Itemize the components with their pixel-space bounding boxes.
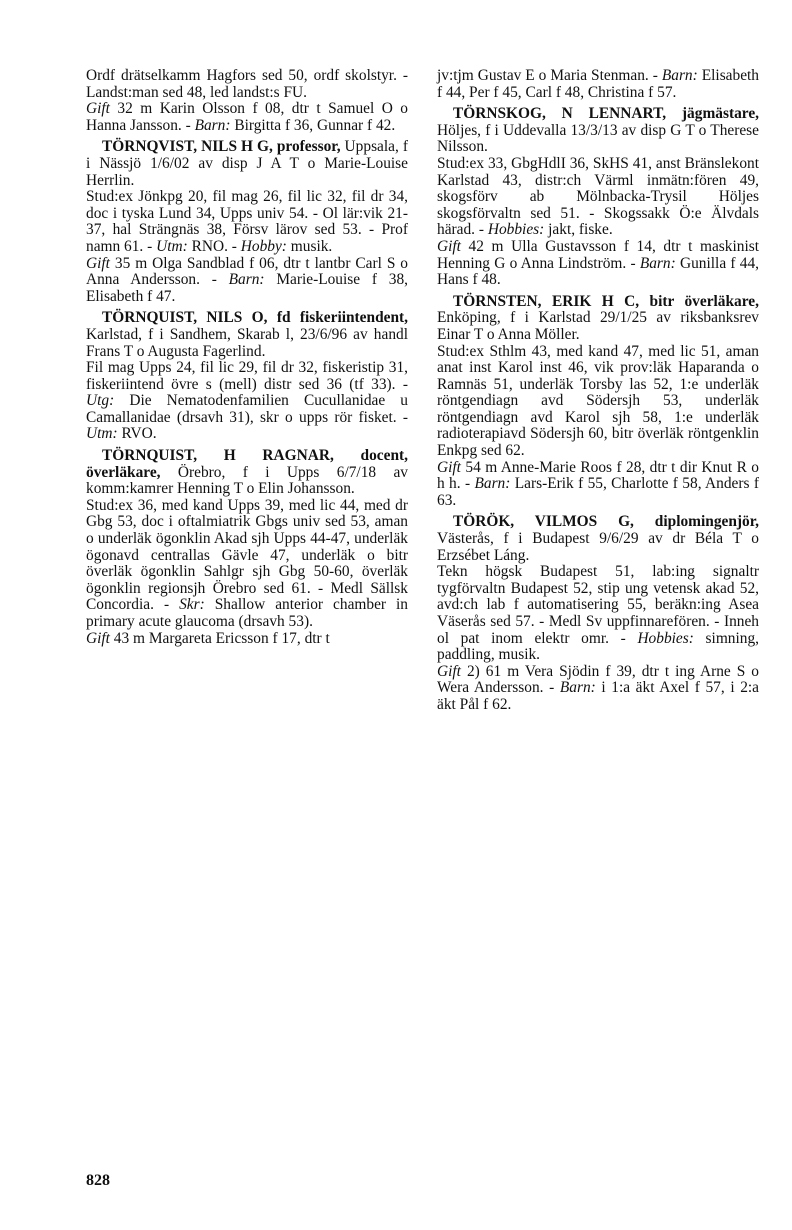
entry-heading — [437, 514, 759, 564]
text: Stud:ex 36, med kand Upps 39, med lic 44, med dr Gbg 53, doc i oftalmiatrik Gbgs univ sed 53, aman o underläk ögonklin Akad sjh Upps 44-47, underläk ögonavd centrallas Gävle 47, underläk o bitr överläk ögonklin Sahlgr sjh Gbg 50-60, överläk ögonklin regionsjh Örebro sed 61. - Medl Sällsk Concordia. - — [86, 496, 408, 614]
paragraph — [437, 664, 759, 714]
paragraph — [86, 631, 408, 648]
label-text: Barn: — [194, 116, 231, 134]
text: Shallow anterior chamber in primary acute glaucoma (drsavh 53). — [86, 596, 408, 630]
label-text: Utm: — [86, 425, 118, 443]
person-name: TÖRNSTEN, ERIK H C, — [453, 292, 640, 310]
entry-heading — [86, 310, 408, 360]
left-column — [86, 68, 408, 652]
text: 43 m Margareta Ericsson f 17, dtr t — [109, 629, 330, 647]
entry-heading — [437, 294, 759, 344]
paragraph — [86, 101, 408, 134]
label-text: Hobby: — [240, 237, 287, 255]
text: 35 m Olga Sandblad f 06, dtr t lantbr Carl S o Anna Andersson. - — [86, 254, 408, 289]
label-text: Barn: — [639, 254, 676, 272]
person-title: docent, överläkare, — [86, 447, 408, 481]
person-title: diplomingenjör, — [633, 513, 759, 531]
text: 54 m Anne-Marie Roos f 28, dtr t dir Knut R o h h. - — [437, 458, 759, 493]
paragraph — [86, 256, 408, 306]
left-entries — [86, 139, 408, 647]
label-text: Gift — [437, 237, 461, 255]
entry-heading — [86, 139, 408, 189]
person-intro: Uppsala, f i Nässjö 1/6/02 av disp J A T o Marie-Louise Herrlin. — [86, 138, 408, 189]
person-title: professor, — [272, 138, 341, 156]
biography-entry — [86, 310, 408, 443]
text: musik. — [286, 237, 333, 255]
entry-heading — [86, 448, 408, 498]
person-intro: Västerås, f i Budapest 9/6/29 av dr Béla T o Erzsébet Láng. — [437, 530, 759, 564]
person-title: fd fiskeriintendent, — [267, 309, 408, 327]
text: Marie-Louise f 38, Elisabeth f 47. — [86, 271, 408, 305]
text: Ordf drätselkamm Hagfors sed 50, ordf skolstyr. - Landst:man sed 48, led landst:s FU. — [86, 67, 408, 101]
text: Lars-Erik f 55, Charlotte f 58, Anders f 63. — [437, 475, 759, 509]
paragraph — [86, 360, 408, 443]
paragraph — [86, 498, 408, 631]
text: RVO. — [117, 425, 157, 443]
person-name: TÖRNSKOG, N LENNART, — [453, 105, 667, 123]
label-text: Barn: — [474, 475, 511, 493]
label-text: Gift — [86, 629, 110, 647]
label-text: Utm: — [156, 237, 188, 255]
right-column — [437, 68, 759, 719]
paragraph — [86, 68, 408, 101]
label-text: Gift — [86, 100, 110, 118]
biography-entry — [437, 294, 759, 510]
text: jakt, fiske. — [544, 221, 613, 239]
page-number: 828 — [86, 1172, 110, 1189]
continuation-entry — [86, 68, 408, 134]
continuation-entry — [437, 68, 759, 101]
text: jv:tjm Gustav E o Maria Stenman. - — [437, 67, 662, 84]
text: Stud:ex Sthlm 43, med kand 47, med lic 51, aman anat inst Karol inst 46, vik prov:läk Haparanda o Ramnäs 51, underläk Torsby las 52, 1:e underläk röntgendiagn avd Södersjh 53, underläk röntgendiagn avd Karol sjh 58, 1:e underläk radioterapiavd Södersjh 60, bitr överläk röntgenklin Enkpg sed 62. — [437, 342, 759, 460]
paragraph — [437, 564, 759, 664]
label-text: Skr: — [179, 596, 205, 614]
person-intro: Enköping, f i Karlstad 29/1/25 av riksbanksrev Einar T o Anna Möller. — [437, 309, 759, 343]
text: Stud:ex Jönkpg 20, fil mag 26, fil lic 32, fil dr 34, doc i tyska Lund 34, Upps univ 54. - Ol lär:vik 21-37, hal Strängnäs 38, Försv lärov sed 53. - Prof namn 61. - — [86, 188, 408, 255]
label-text: Gift — [437, 458, 461, 476]
paragraph — [86, 189, 408, 255]
paragraph — [437, 156, 759, 239]
paragraph — [437, 460, 759, 510]
person-name: TÖRNQUIST, NILS O, — [102, 309, 268, 327]
person-name: TÖRÖK, VILMOS G, — [453, 513, 634, 531]
label-text: Gift — [437, 662, 461, 680]
text: 42 m Ulla Gustavsson f 14, dtr t maskinist Henning G o Anna Lindström. - — [437, 237, 759, 272]
label-text: Utg: — [86, 392, 115, 410]
biography-entry — [86, 139, 408, 305]
biography-entry — [86, 448, 408, 647]
label-text: Gift — [86, 254, 110, 272]
label-text: Barn: — [661, 67, 698, 84]
person-intro: Örebro, f i Upps 6/7/18 av komm:kamrer Henning T o Elin Johansson. — [86, 463, 408, 498]
person-title: bitr överläkare, — [639, 292, 759, 310]
paragraph — [437, 68, 759, 101]
text: Fil mag Upps 24, fil lic 29, fil dr 32, fiskeristip 31, fiskeriintend övre s (mell) distr sed 36 (tf 33). - — [86, 359, 408, 393]
biography-entry — [437, 514, 759, 713]
text: simning, paddling, musik. — [437, 629, 759, 664]
text: 2) 61 m Vera Sjödin f 39, dtr t ing Arne S o Wera Andersson. - — [437, 662, 759, 697]
label-text: Hobbies: — [637, 629, 694, 647]
person-intro: Höljes, f i Uddevalla 13/3/13 av disp G T o Therese Nilsson. — [437, 121, 759, 156]
biography-entry — [437, 106, 759, 289]
right-entries — [437, 106, 759, 713]
label-text: Barn: — [228, 271, 265, 289]
text: Stud:ex 33, GbgHdlI 36, SkHS 41, anst Bränslekont Karlstad 43, distr:ch Värml inmätn:fören 49, skogsförv ab Mölnbacka-Trysil Höljes skogsförvaltn sed 51. - Skogssakk Ö:e Älvdals härad. - — [437, 154, 759, 239]
person-name: TÖRNQVIST, NILS H G, — [102, 138, 273, 156]
text: Tekn högsk Budapest 51, lab:ing signaltr tygförvaltn Budapest 52, stip ung vetensk akad 52, avd:ch lab f automatisering 55, beräkn:ing Asea Väserås sed 57. - Medl Sv uppfinnarefören. - Inneh ol pat inom elektr omr. - — [437, 563, 759, 647]
label-text: Barn: — [559, 679, 596, 697]
text: RNO. - — [187, 237, 241, 255]
text: Birgitta f 36, Gunnar f 42. — [230, 116, 396, 134]
text: Gunilla f 44, Hans f 48. — [437, 254, 759, 289]
label-text: Hobbies: — [487, 221, 545, 239]
entry-heading — [437, 106, 759, 156]
person-title: jägmästare, — [666, 105, 760, 123]
paragraph — [437, 239, 759, 289]
person-intro: Karlstad, f i Sandhem, Skarab l, 23/6/96 av handl Frans T o Augusta Fagerlind. — [86, 325, 408, 360]
paragraph — [437, 344, 759, 460]
person-name: TÖRNQUIST, H RAGNAR, — [102, 447, 334, 465]
text: Die Nematodenfamilien Cucullanidae u Camallanidae (drsavh 31), skr o upps rör fisket. - — [86, 392, 408, 426]
text: Elisabeth f 44, Per f 45, Carl f 48, Christina f 57. — [437, 67, 760, 101]
text: 32 m Karin Olsson f 08, dtr t Samuel O o Hanna Jansson. - — [86, 100, 408, 134]
text: i 1:a äkt Axel f 57, i 2:a äkt Pål f 62. — [437, 679, 760, 713]
